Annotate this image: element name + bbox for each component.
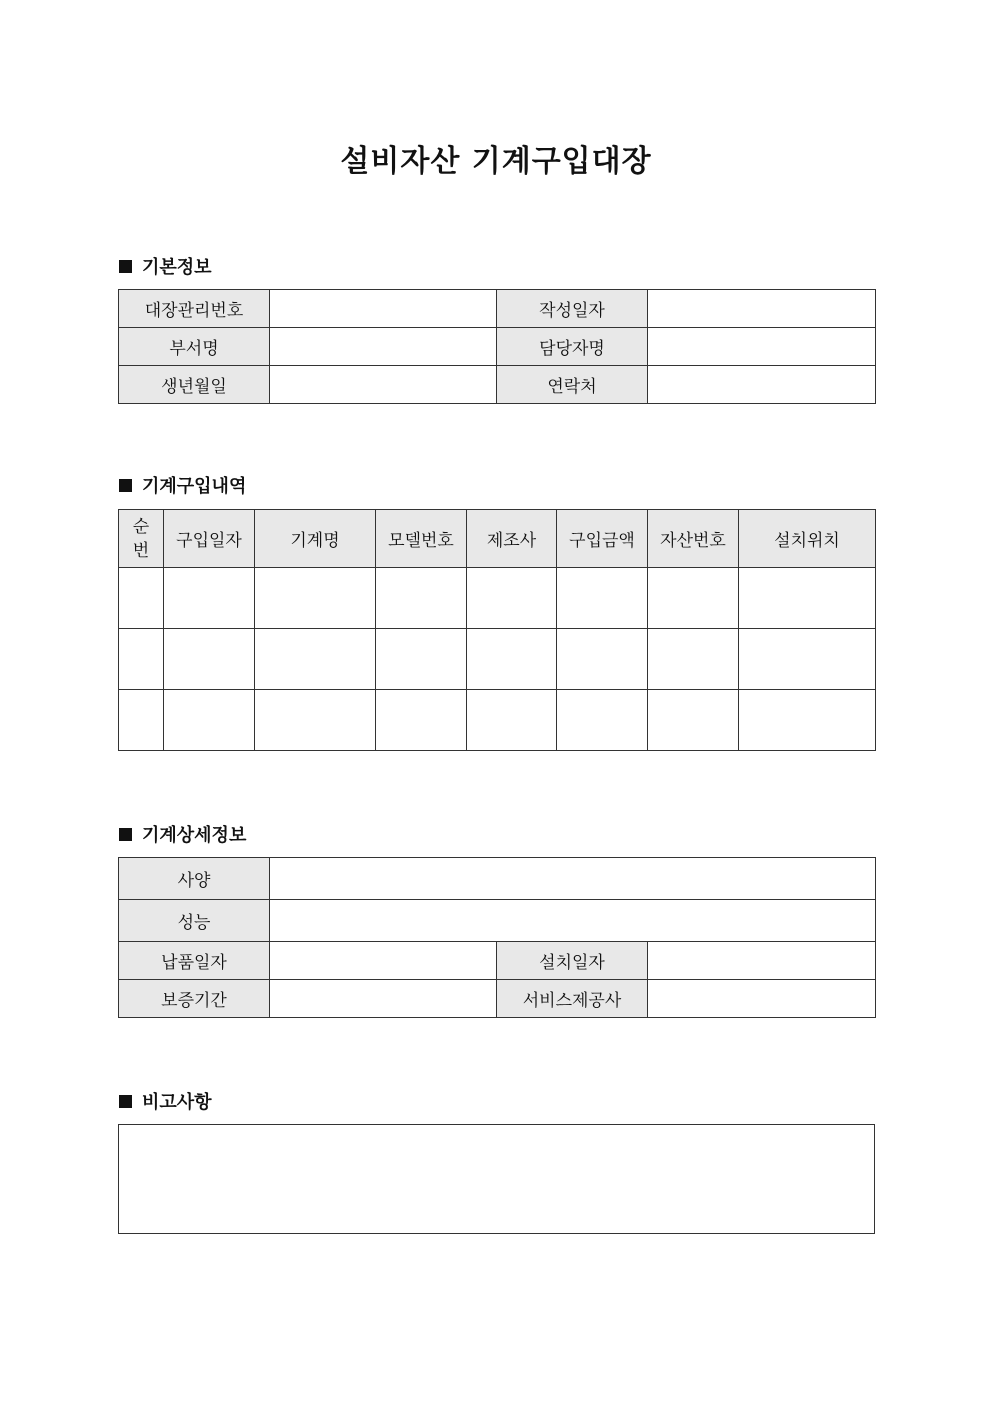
table-cell[interactable] [255,629,376,690]
col-header-seq [119,510,164,568]
warranty-label: 보증기간 [119,980,270,1018]
col-header-purchase-date: 구입일자 [164,510,255,568]
square-bullet-icon [119,260,132,273]
install-date-label: 설치일자 [497,942,648,980]
col-header-manufacturer: 제조사 [467,510,557,568]
contact-field[interactable] [648,366,876,404]
table-cell[interactable] [119,629,164,690]
table-cell[interactable] [376,568,467,629]
section-heading-detail [119,821,246,847]
performance-label: 성능 [119,900,270,942]
table-cell[interactable] [164,690,255,751]
table-cell[interactable] [557,568,648,629]
document-title: 설비자산 기계구입대장 [340,144,652,179]
col-header-amount: 구입금액 [557,510,648,568]
section-title: 비고사항 [142,1092,212,1113]
delivery-date-field[interactable] [270,942,497,980]
table-cell[interactable] [739,568,876,629]
manager-label: 담당자명 [497,328,648,366]
install-date-field[interactable] [648,942,876,980]
birth-date-label: 생년월일 [119,366,270,404]
section-title: 기계구입내역 [142,476,247,497]
machine-detail-table [118,857,876,1018]
square-bullet-icon [119,479,132,492]
department-field[interactable] [270,328,497,366]
seq-label-line1: 순 [132,516,150,537]
table-cell[interactable] [376,690,467,751]
col-header-location: 설치위치 [739,510,876,568]
table-cell[interactable] [119,690,164,751]
contact-label: 연락처 [497,366,648,404]
section-heading-remarks [119,1088,212,1114]
table-cell[interactable] [164,629,255,690]
section-title: 기계상세정보 [142,825,247,846]
purchase-history-table [118,509,876,751]
table-cell[interactable] [255,690,376,751]
table-cell[interactable] [739,629,876,690]
written-date-field[interactable] [648,290,876,328]
table-cell[interactable] [119,568,164,629]
written-date-label: 작성일자 [497,290,648,328]
delivery-date-label: 납품일자 [119,942,270,980]
table-cell[interactable] [557,629,648,690]
seq-label-line2: 번 [132,540,150,561]
col-header-model-no: 모델번호 [376,510,467,568]
department-label: 부서명 [119,328,270,366]
table-cell[interactable] [648,568,739,629]
service-provider-field[interactable] [648,980,876,1018]
table-row [119,629,876,690]
table-cell[interactable] [648,690,739,751]
service-provider-label: 서비스제공사 [497,980,648,1018]
square-bullet-icon [119,1095,132,1108]
table-cell[interactable] [467,568,557,629]
table-cell[interactable] [164,568,255,629]
section-title: 기본정보 [142,257,212,278]
basic-info-table [118,289,876,404]
square-bullet-icon [119,828,132,841]
table-row [119,690,876,751]
spec-field[interactable] [270,858,876,900]
table-row [119,568,876,629]
birth-date-field[interactable] [270,366,497,404]
col-header-machine-name: 기계명 [255,510,376,568]
table-cell[interactable] [557,690,648,751]
section-heading-purchase [119,472,246,498]
ledger-no-field[interactable] [270,290,497,328]
manager-field[interactable] [648,328,876,366]
table-cell[interactable] [376,629,467,690]
spec-label: 사양 [119,858,270,900]
table-cell[interactable] [648,629,739,690]
col-header-asset-no: 자산번호 [648,510,739,568]
table-cell[interactable] [467,629,557,690]
section-heading-basic [119,253,212,279]
remarks-box[interactable] [118,1124,875,1234]
table-cell[interactable] [467,690,557,751]
table-cell[interactable] [255,568,376,629]
warranty-field[interactable] [270,980,497,1018]
ledger-no-label: 대장관리번호 [119,290,270,328]
table-cell[interactable] [739,690,876,751]
performance-field[interactable] [270,900,876,942]
